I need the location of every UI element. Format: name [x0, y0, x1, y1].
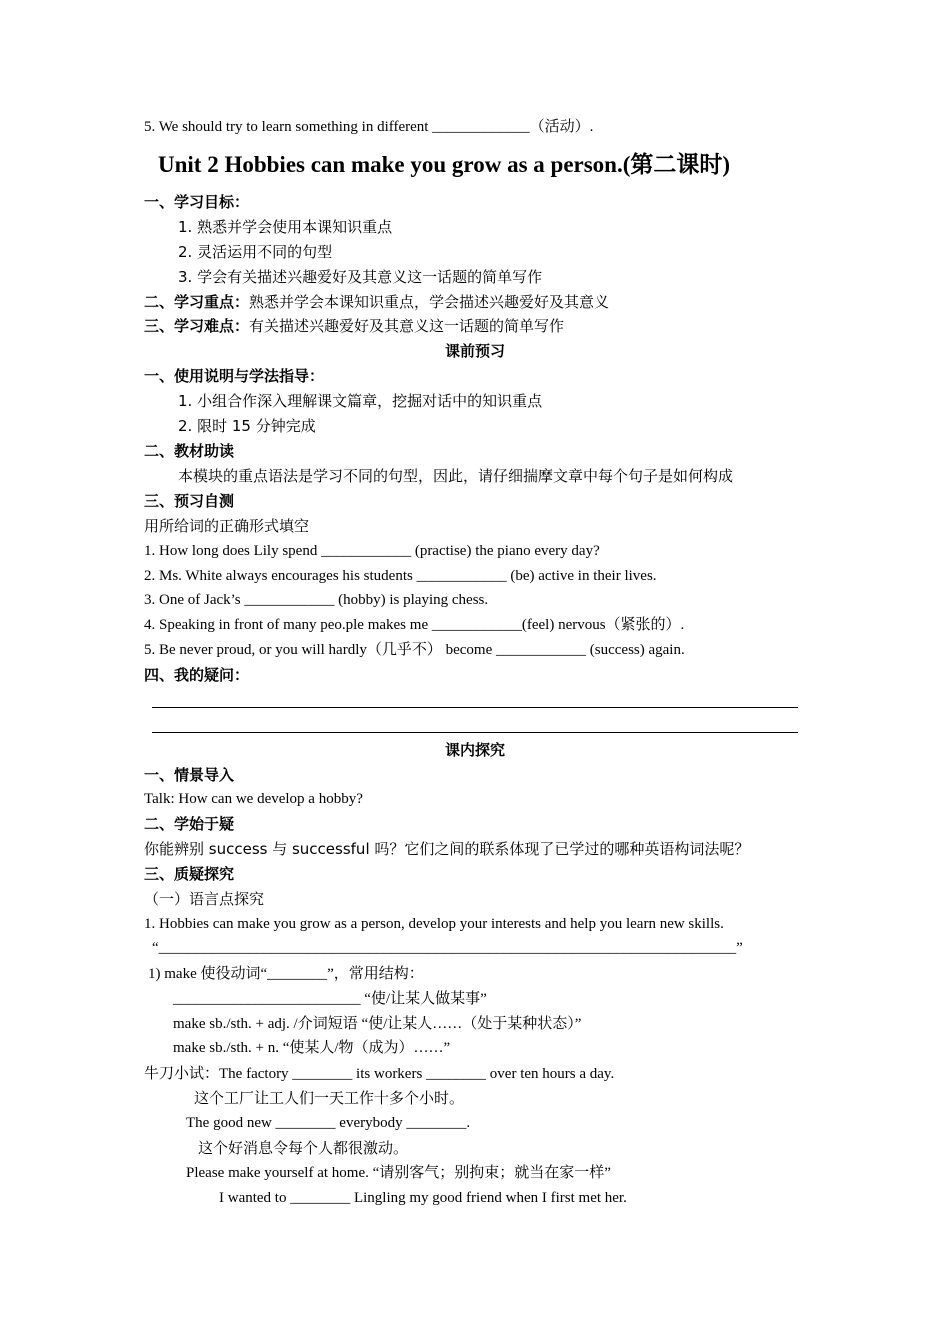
goal-item-2: 2. 灵活运用不同的句型	[178, 243, 333, 261]
top-item: 5. We should try to learn something in different _____________（活动）.	[144, 119, 594, 135]
answer-line	[152, 707, 798, 708]
practice-row-1	[144, 1063, 614, 1084]
intro-heading: 一、情景导入	[144, 766, 235, 784]
guide-heading: 一、使用说明与学法指导：	[144, 367, 325, 385]
difficult-points-heading: 三、学习难点：	[144, 317, 250, 335]
make-heading: 1) make 使役动词“________”，常用结构：	[148, 966, 424, 982]
intro-text: Talk: How can we develop a hobby?	[144, 791, 363, 807]
answer-line	[152, 732, 798, 733]
doubt-text: 你能辨别 success 与 successful 吗？它们之间的联系体现了已学过的哪种英语构词法呢？	[144, 840, 750, 858]
questions-heading: 四、我的疑问：	[144, 666, 250, 684]
structure-2: make sb./sth. + adj. /介词短语 “使/让某人……（处于某种状态）”	[173, 1016, 582, 1032]
structure-3: make sb./sth. + n. “使某人/物（成为）……”	[173, 1040, 451, 1056]
practice-item-2: 这个工厂让工人们一天工作十多个小时。	[194, 1089, 465, 1107]
practice-item-1: The factory ________ its workers ________ over ten hours a day.	[219, 1066, 615, 1082]
key-points	[144, 292, 609, 313]
exercise-5: 5. Be never proud, or you will hardly（几乎不） become ____________ (success) again.	[144, 642, 685, 658]
exercise-2: 2. Ms. White always encourages his students ____________ (be) active in their lives.	[144, 568, 657, 584]
guide-item-1: 1. 小组合作深入理解课文篇章，挖掘对话中的知识重点	[178, 392, 543, 410]
exercise-1: 1. How long does Lily spend ____________ (practise) the piano every day?	[144, 543, 600, 559]
practice-item-3: The good new ________ everybody ________.	[186, 1115, 471, 1131]
practice-item-6: I wanted to ________ Lingling my good friend when I first met her.	[219, 1190, 627, 1206]
practice-label: 牛刀小试：	[144, 1064, 220, 1082]
page-title: Unit 2 Hobbies can make you grow as a person.(第二课时)	[158, 152, 731, 177]
goal-item-3: 3. 学会有关描述兴趣爱好及其意义这一话题的简单写作	[178, 268, 543, 286]
preview-section-title: 课前预习	[444, 342, 505, 360]
language-heading: （一）语言点探究	[144, 890, 265, 908]
goals-heading: 一、学习目标：	[144, 193, 250, 211]
practice-item-5: Please make yourself at home. “请别客气；别拘束；就当在家一样”	[186, 1165, 611, 1181]
self-test-instruction: 用所给词的正确形式填空	[144, 517, 310, 535]
difficult-points	[144, 316, 564, 337]
practice-item-4: 这个好消息令每个人都很激动。	[198, 1139, 409, 1157]
goal-item-1: 1. 熟悉并学会使用本课知识重点	[178, 218, 393, 236]
key-points-text: 熟悉并学会本课知识重点，学会描述兴趣爱好及其意义	[249, 293, 610, 311]
reading-text: 本模块的重点语法是学习不同的句型，因此，请仔细揣摩文章中每个句子是如何构成	[178, 467, 734, 485]
quote-line: “_____________________________________________________________________________”	[152, 940, 743, 956]
sentence-1: 1. Hobbies can make you grow as a person, develop your interests and help you learn new skills.	[144, 916, 724, 932]
explore-heading: 三、质疑探究	[144, 865, 235, 883]
structure-1: _________________________ “使/让某人做某事”	[173, 991, 487, 1007]
in-class-section-title: 课内探究	[444, 741, 505, 759]
reading-heading: 二、教材助读	[144, 442, 235, 460]
guide-item-2: 2. 限时 15 分钟完成	[178, 417, 316, 435]
exercise-4: 4. Speaking in front of many peo.ple makes me ____________(feel) nervous（紧张的）.	[144, 617, 685, 633]
exercise-3: 3. One of Jack’s ____________ (hobby) is playing chess.	[144, 592, 489, 608]
key-points-heading: 二、学习重点：	[144, 293, 250, 311]
doubt-heading: 二、学始于疑	[144, 815, 235, 833]
difficult-points-text: 有关描述兴趣爱好及其意义这一话题的简单写作	[249, 317, 565, 335]
self-test-heading: 三、预习自测	[144, 492, 235, 510]
